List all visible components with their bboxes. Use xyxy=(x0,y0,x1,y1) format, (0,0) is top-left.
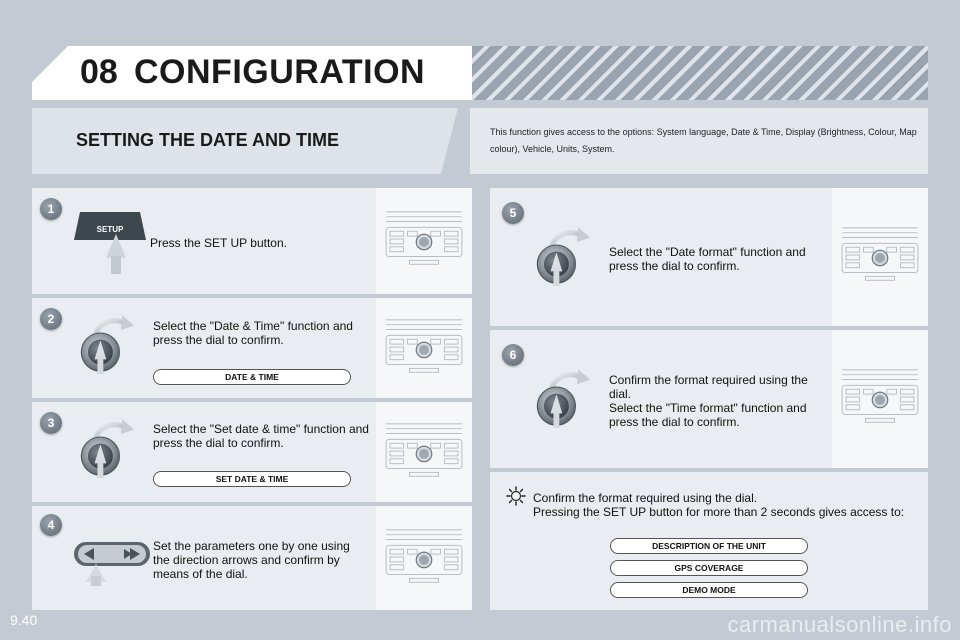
head-unit-thumbnail xyxy=(832,330,928,468)
option-date-time: DATE & TIME xyxy=(153,369,351,385)
intro-text: This function gives access to the options: System language, Date & Time, Display (Brightness, Colour, Map colour), Vehicle, Units, System. xyxy=(490,127,917,154)
rotary-dial-icon xyxy=(530,214,596,298)
head-unit-thumbnail xyxy=(376,402,472,502)
setup-button-icon xyxy=(74,208,148,276)
step-badge-1: 1 xyxy=(40,198,62,220)
header-stripes xyxy=(472,46,928,100)
direction-arrows-icon xyxy=(70,536,154,586)
option-set-date-time: SET DATE & TIME xyxy=(153,471,351,487)
step-badge-3: 3 xyxy=(40,412,62,434)
head-unit-thumbnail xyxy=(376,506,472,610)
chapter-number: 08 xyxy=(80,53,118,91)
step-6-text xyxy=(609,373,823,429)
tip-line-2: Pressing the SET UP button for more than 2 seconds gives access to: xyxy=(533,505,905,519)
tip-text xyxy=(533,491,904,519)
option-description-of-the-unit: DESCRIPTION OF THE UNIT xyxy=(610,538,808,554)
step-1-text: Press the SET UP button. xyxy=(150,236,287,250)
tip-line-1: Confirm the format required using the dial. xyxy=(533,491,758,505)
rotary-dial-icon xyxy=(74,406,140,490)
step-6-line-2: Select the "Time format" function and press the dial to confirm. xyxy=(609,401,807,429)
rotary-dial-icon xyxy=(530,356,596,440)
option-demo-mode: DEMO MODE xyxy=(610,582,808,598)
page-title: CONFIGURATION xyxy=(134,53,426,91)
step-badge-6: 6 xyxy=(502,344,524,366)
step-5-text: Select the "Date format" function and press the dial to confirm. xyxy=(609,245,806,273)
step-badge-2: 2 xyxy=(40,308,62,330)
page-number: 9.40 xyxy=(10,612,38,628)
head-unit-thumbnail xyxy=(376,188,472,294)
head-unit-thumbnail xyxy=(376,298,472,398)
option-gps-coverage: GPS COVERAGE xyxy=(610,560,808,576)
lightbulb-icon xyxy=(506,486,526,506)
rotary-dial-icon xyxy=(74,302,140,386)
setup-button-label: SETUP xyxy=(96,225,124,234)
head-unit-thumbnail xyxy=(832,188,928,326)
step-3-text: Select the "Set date & time" function and press the dial to confirm. xyxy=(153,422,369,450)
step-2-text: Select the "Date & Time" function and press the dial to confirm. xyxy=(153,319,353,347)
step-4-text: Set the parameters one by one using the direction arrows and confirm by means of the dial. xyxy=(153,539,350,581)
step-badge-5: 5 xyxy=(502,202,524,224)
step-badge-4: 4 xyxy=(40,514,62,536)
watermark: carmanualsonline.info xyxy=(727,612,952,637)
section-title: SETTING THE DATE AND TIME xyxy=(76,130,339,150)
step-6-line-1: Confirm the format required using the dial. xyxy=(609,373,808,401)
